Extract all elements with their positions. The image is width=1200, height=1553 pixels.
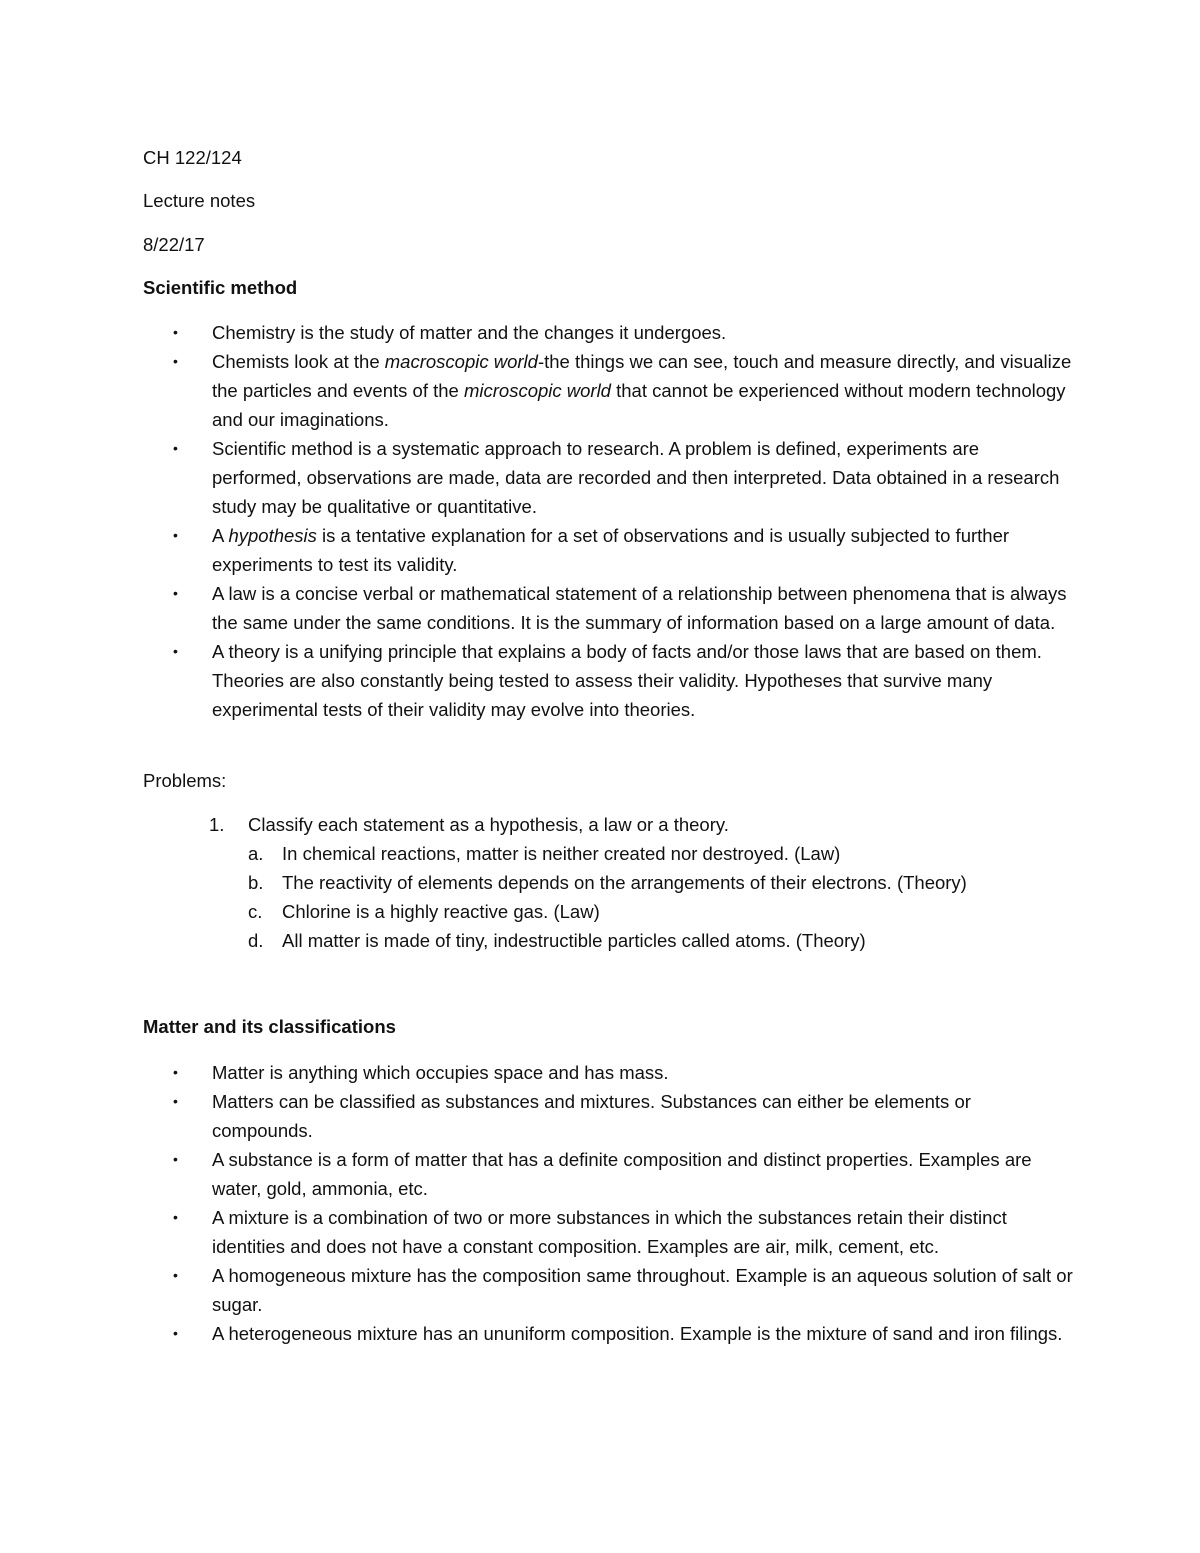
sub-letter: c.	[248, 901, 263, 922]
sub-item	[248, 868, 1073, 897]
bullet-item	[143, 1203, 1073, 1261]
course-code: CH 122/124	[143, 147, 242, 168]
bullet-text: Matter is anything which occupies space and has mass.	[212, 1062, 669, 1083]
scientific-method-bullets	[143, 318, 1073, 724]
bullet-dot: •	[173, 440, 178, 456]
sub-letter: a.	[248, 843, 264, 864]
bullet-dot: •	[173, 643, 178, 659]
italic-term: macroscopic world	[384, 351, 538, 372]
bullet-text: is a tentative explanation for a set of observations and is usually subjected to further experiments to test its validity.	[212, 525, 1010, 575]
bullet-item	[143, 579, 1073, 637]
bullet-dot: •	[173, 1151, 178, 1167]
bullet-item	[143, 1087, 1073, 1145]
doc-type: Lecture notes	[143, 190, 256, 211]
bullet-text: A law is a concise verbal or mathematical statement of a relationship between phenomena that is always the same under the same conditions. It is the summary of information based on a large amount of data.	[212, 583, 1067, 633]
bullet-item	[143, 434, 1073, 521]
problem-text: Classify each statement as a hypothesis, a law or a theory.	[248, 814, 729, 835]
bullet-item	[143, 521, 1073, 579]
sub-text: All matter is made of tiny, indestructible particles called atoms. (Theory)	[282, 930, 866, 951]
bullet-dot: •	[173, 324, 178, 340]
section-title-scientific-method: Scientific method	[143, 277, 298, 298]
bullet-dot: •	[173, 1325, 178, 1341]
bullet-text: A mixture is a combination of two or more substances in which the substances retain their distinct identities and does not have a constant composition. Examples are air, milk, cement, etc.	[212, 1207, 1007, 1257]
problem-item	[143, 810, 1073, 955]
bullet-item	[143, 318, 1073, 347]
bullet-text: that cannot be experienced without modern technology and our imaginations.	[212, 380, 1066, 430]
bullet-text: A substance is a form of matter that has a definite composition and distinct properties. Examples are water, gold, ammonia, etc.	[212, 1149, 1032, 1199]
bullet-item	[143, 1261, 1073, 1319]
bullet-text: Chemists look at the	[212, 351, 385, 372]
bullet-text: Scientific method is a systematic approach to research. A problem is defined, experiments are performed, observations are made, data are recorded and then interpreted. Data obtained in a research study may be qualitative or quantitative.	[212, 438, 1060, 517]
sub-text: In chemical reactions, matter is neither created nor destroyed. (Law)	[282, 843, 841, 864]
sub-letter: d.	[248, 930, 264, 951]
bullet-item	[143, 1058, 1073, 1087]
lecture-date: 8/22/17	[143, 234, 205, 255]
sub-item	[248, 926, 1073, 955]
bullet-item	[143, 1319, 1073, 1348]
bullet-dot: •	[173, 1064, 178, 1080]
problem-number: 1.	[209, 814, 225, 835]
bullet-text: A	[212, 525, 229, 546]
sub-text: Chlorine is a highly reactive gas. (Law)	[282, 901, 600, 922]
bullet-dot: •	[173, 353, 178, 369]
bullet-dot: •	[173, 1093, 178, 1109]
italic-term: hypothesis	[228, 525, 317, 546]
sub-item	[248, 897, 1073, 926]
bullet-dot: •	[173, 585, 178, 601]
bullet-dot: •	[173, 527, 178, 543]
bullet-text: Matters can be classified as substances and mixtures. Substances can either be elements or compounds.	[212, 1091, 971, 1141]
problem-sub-list	[248, 839, 1073, 955]
bullet-dot: •	[173, 1209, 178, 1225]
problems-list	[143, 810, 1073, 955]
bullet-text: A theory is a unifying principle that explains a body of facts and/or those laws that are based on them. Theories are also constantly being tested to assess their validity. Hypotheses that survive many experimental tests of their validity may evolve into theories.	[212, 641, 1042, 720]
italic-term: microscopic world	[463, 380, 611, 401]
matter-bullets	[143, 1058, 1073, 1348]
bullet-item	[143, 1145, 1073, 1203]
sub-text: The reactivity of elements depends on the arrangements of their electrons. (Theory)	[282, 872, 967, 893]
bullet-item	[143, 347, 1073, 434]
bullet-text: A heterogeneous mixture has an ununiform composition. Example is the mixture of sand and iron filings.	[212, 1323, 1063, 1344]
bullet-item	[143, 637, 1073, 724]
bullet-dot: •	[173, 1267, 178, 1283]
bullet-text: -the things we can see, touch and measure directly, and visualize the particles and events of the	[212, 351, 1072, 401]
problems-label: Problems:	[143, 770, 227, 791]
sub-item	[248, 839, 1073, 868]
bullet-text: Chemistry is the study of matter and the changes it undergoes.	[212, 322, 727, 343]
bullet-text: A homogeneous mixture has the composition same throughout. Example is an aqueous solution of salt or sugar.	[212, 1265, 1073, 1315]
sub-letter: b.	[248, 872, 264, 893]
section-title-matter: Matter and its classifications	[143, 1016, 396, 1037]
